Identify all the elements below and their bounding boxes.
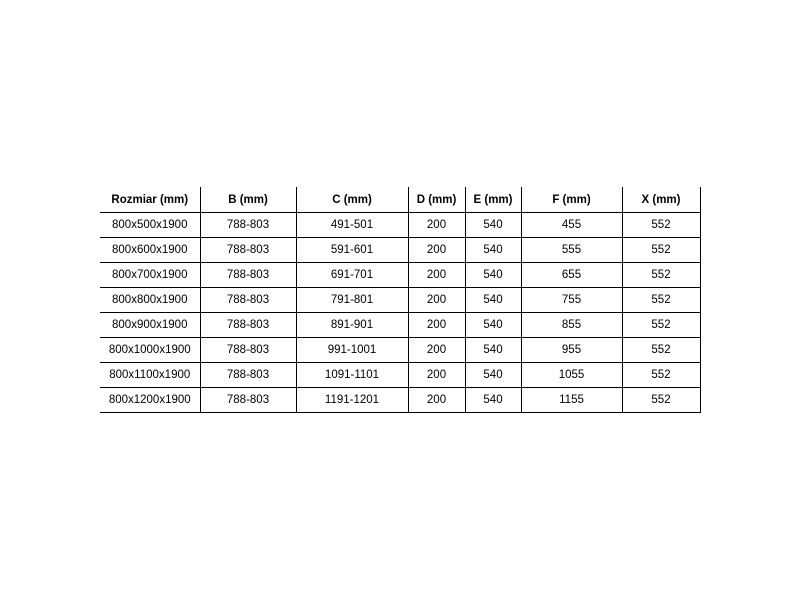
header-e: E (mm) — [465, 187, 521, 213]
table-cell: 800x700x1900 — [100, 263, 200, 288]
table-cell: 800x1200x1900 — [100, 388, 200, 413]
table-cell: 540 — [465, 263, 521, 288]
table-cell: 788-803 — [200, 388, 296, 413]
table-cell: 791-801 — [296, 288, 408, 313]
dimensions-table — [100, 187, 701, 413]
table-cell: 200 — [408, 213, 465, 238]
table-cell: 788-803 — [200, 213, 296, 238]
table-cell: 800x900x1900 — [100, 313, 200, 338]
table-cell: 552 — [622, 263, 700, 288]
table-row — [100, 263, 700, 288]
table-cell: 788-803 — [200, 363, 296, 388]
table-row — [100, 338, 700, 363]
table-cell: 591-601 — [296, 238, 408, 263]
table-cell: 800x600x1900 — [100, 238, 200, 263]
table-cell: 552 — [622, 338, 700, 363]
table-cell: 955 — [521, 338, 622, 363]
table-cell: 788-803 — [200, 338, 296, 363]
table-cell: 691-701 — [296, 263, 408, 288]
table-cell: 800x1100x1900 — [100, 363, 200, 388]
table-cell: 552 — [622, 288, 700, 313]
table-cell: 1091-1101 — [296, 363, 408, 388]
table-cell: 540 — [465, 288, 521, 313]
table-cell: 200 — [408, 388, 465, 413]
table-cell: 200 — [408, 338, 465, 363]
table-cell: 540 — [465, 213, 521, 238]
table-cell: 200 — [408, 263, 465, 288]
table-cell: 1055 — [521, 363, 622, 388]
table-cell: 200 — [408, 288, 465, 313]
table-row — [100, 363, 700, 388]
header-d: D (mm) — [408, 187, 465, 213]
table-cell: 540 — [465, 388, 521, 413]
table-cell: 491-501 — [296, 213, 408, 238]
header-x: X (mm) — [622, 187, 700, 213]
table-cell: 540 — [465, 338, 521, 363]
table-cell: 1155 — [521, 388, 622, 413]
table-cell: 200 — [408, 363, 465, 388]
table-cell: 755 — [521, 288, 622, 313]
header-f: F (mm) — [521, 187, 622, 213]
table-row — [100, 388, 700, 413]
table-cell: 655 — [521, 263, 622, 288]
table-cell: 788-803 — [200, 238, 296, 263]
table-cell: 200 — [408, 313, 465, 338]
table-cell: 891-901 — [296, 313, 408, 338]
table-row — [100, 238, 700, 263]
table-cell: 540 — [465, 313, 521, 338]
table-header-row — [100, 187, 700, 213]
table-cell: 800x500x1900 — [100, 213, 200, 238]
table-cell: 552 — [622, 238, 700, 263]
table-cell: 855 — [521, 313, 622, 338]
table-cell: 552 — [622, 313, 700, 338]
table-cell: 1191-1201 — [296, 388, 408, 413]
table-cell: 552 — [622, 388, 700, 413]
table-row — [100, 313, 700, 338]
table-cell: 788-803 — [200, 288, 296, 313]
table-cell: 555 — [521, 238, 622, 263]
table-cell: 788-803 — [200, 313, 296, 338]
table-cell: 540 — [465, 238, 521, 263]
header-rozmiar: Rozmiar (mm) — [100, 187, 200, 213]
table-cell: 788-803 — [200, 263, 296, 288]
table-cell: 991-1001 — [296, 338, 408, 363]
table-cell: 800x800x1900 — [100, 288, 200, 313]
table-row — [100, 213, 700, 238]
header-c: C (mm) — [296, 187, 408, 213]
table-cell: 455 — [521, 213, 622, 238]
table-row — [100, 288, 700, 313]
table-cell: 552 — [622, 213, 700, 238]
table-cell: 200 — [408, 238, 465, 263]
header-b: B (mm) — [200, 187, 296, 213]
table-cell: 552 — [622, 363, 700, 388]
table-cell: 800x1000x1900 — [100, 338, 200, 363]
table-cell: 540 — [465, 363, 521, 388]
